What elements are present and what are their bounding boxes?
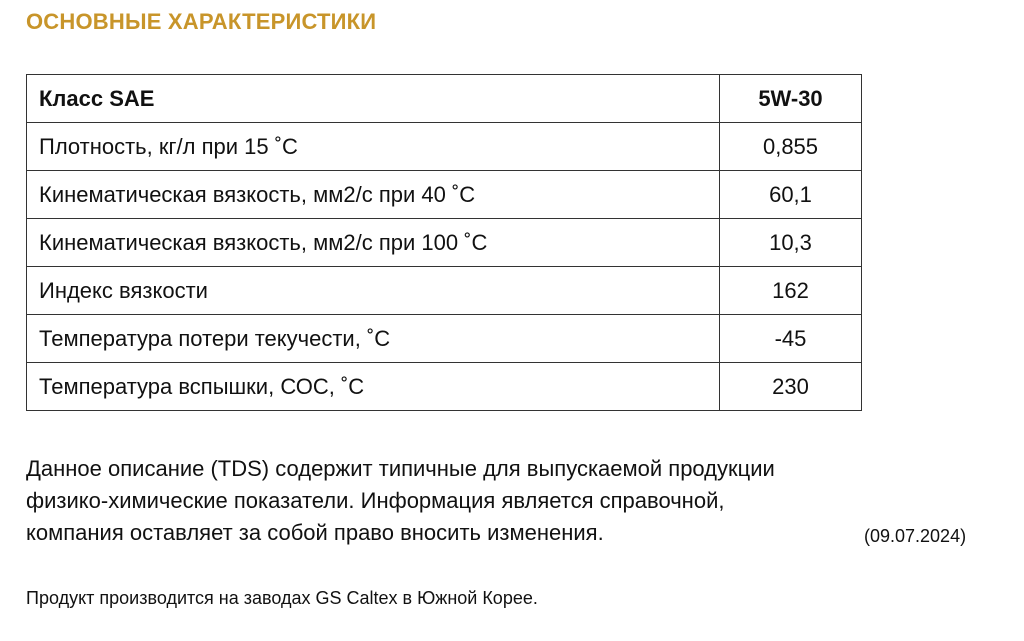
- row-value-cell: 60,1: [720, 171, 862, 219]
- disclaimer-line: Данное описание (TDS) содержит типичные для выпускаемой продукции: [26, 456, 775, 481]
- specifications-table: [26, 74, 862, 411]
- row-label-cell: Индекс вязкости: [27, 267, 720, 315]
- table-row: [27, 171, 862, 219]
- manufacturer-footer: Продукт производится на заводах GS Caltex в Южной Корее.: [26, 588, 538, 608]
- row-value-cell: -45: [720, 315, 862, 363]
- disclaimer-line: компания оставляет за собой право вносить изменения.: [26, 520, 604, 545]
- section-heading: ОСНОВНЫЕ ХАРАКТЕРИСТИКИ: [26, 9, 377, 34]
- table-row: [27, 123, 862, 171]
- row-value-cell: 162: [720, 267, 862, 315]
- header-label-cell: Класс SAE: [27, 75, 720, 123]
- row-value-cell: 0,855: [720, 123, 862, 171]
- table-row: [27, 219, 862, 267]
- row-label-cell: Кинематическая вязкость, мм2/с при 40 ˚С: [27, 171, 720, 219]
- row-value-cell: 10,3: [720, 219, 862, 267]
- table-header-row: [27, 75, 862, 123]
- table-row: [27, 315, 862, 363]
- row-label-cell: Температура потери текучести, ˚С: [27, 315, 720, 363]
- table-row: [27, 267, 862, 315]
- header-value-cell: 5W-30: [720, 75, 862, 123]
- row-label-cell: Плотность, кг/л при 15 ˚С: [27, 123, 720, 171]
- disclaimer-line: физико-химические показатели. Информация является справочной,: [26, 488, 725, 513]
- row-label-cell: Температура вспышки, СОС, ˚С: [27, 363, 720, 411]
- row-label-cell: Кинематическая вязкость, мм2/с при 100 ˚С: [27, 219, 720, 267]
- revision-date: (09.07.2024): [864, 526, 967, 546]
- disclaimer-note: [26, 453, 775, 549]
- row-value-cell: 230: [720, 363, 862, 411]
- table-row: [27, 363, 862, 411]
